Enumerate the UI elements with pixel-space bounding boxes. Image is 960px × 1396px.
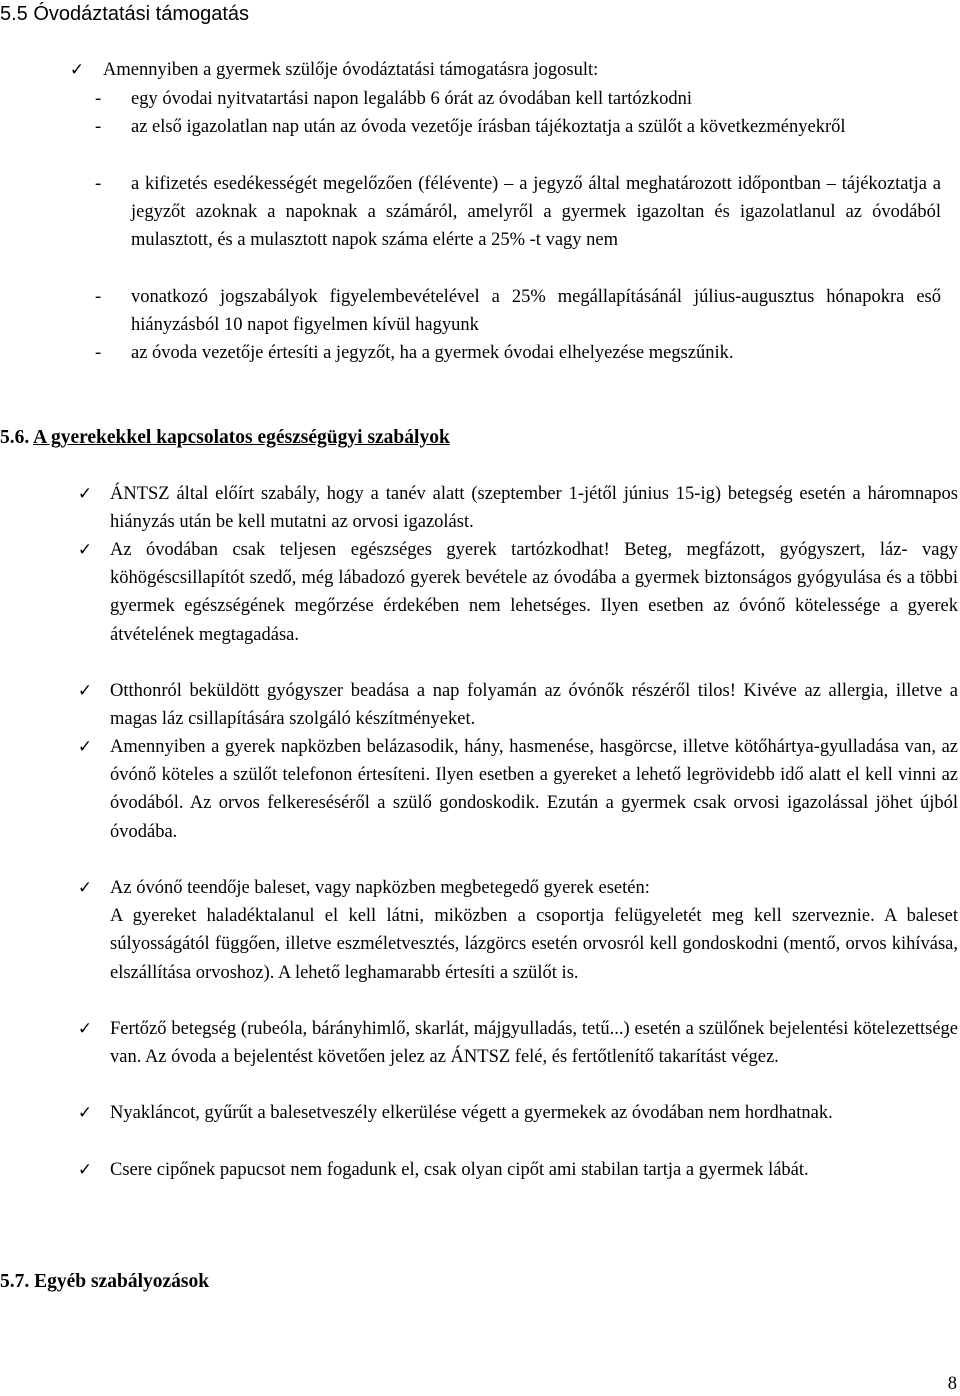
list-item: az első igazolatlan nap után az óvoda vezetője írásban tájékoztatja a szülőt a következményekről bbox=[131, 117, 846, 137]
rule-text: ÁNTSZ által előírt szabály, hogy a tanév alatt (szeptember 1-jétől június 15-ig) betegség esetén a háromnapos hiányzás után be kell mutatni az orvosi igazolást. bbox=[110, 484, 958, 533]
rule-text: Fertőző betegség (rubeóla, bárányhimlő, skarlát, májgyulladás, tetű...) esetén a szülőnek bejelentési kötelezettsége van. Az óvoda a bejelentést követően jelez az ÁNTSZ felé, és fertőtlenítő takarítást végez. bbox=[110, 1019, 958, 1068]
section-5-7-heading: 5.7. Egyéb szabályozások bbox=[0, 1271, 210, 1292]
rule-text: Az óvodában csak teljesen egészséges gyerek tartózkodhat! Beteg, megfázott, gyógyszert, láz- vagy köhögéscsillapítót szedő, még lábadozó gyerek bevétele az óvodába a gyermek biztonságos gyógyulása és a többi gyermek egészségének megőrzése érdekében nem lehetséges. Ilyen esetben az óvónő kötelessége a gyerek átvételének megtagadása. bbox=[110, 540, 958, 645]
dash-bullet: - bbox=[95, 89, 102, 109]
rule-item bbox=[110, 733, 958, 846]
checkmark-icon: ✓ bbox=[69, 60, 85, 80]
checkmark-icon: ✓ bbox=[77, 878, 93, 898]
checkmark-icon: ✓ bbox=[77, 681, 93, 701]
checkmark-icon: ✓ bbox=[77, 1019, 93, 1039]
dash-bullet: - bbox=[95, 174, 102, 194]
rule-item bbox=[110, 1015, 958, 1071]
rule-text: A gyereket haladéktalanul el kell látni, miközben a csoportja felügyeletét meg kell szerveznie. A baleset súlyosságától függően, illetve eszméletvesztés, lázgörcs esetén orvosról kell gondoskodni (mentő, orvos kihívása, elszállítása orvoshoz). A lehető leghamarabb értesíti a szülőt is. bbox=[110, 906, 958, 983]
rule-text: Nyakláncot, gyűrűt a balesetveszély elkerülése végett a gyermekek az óvodában nem hordhatnak. bbox=[110, 1103, 833, 1123]
rule-item bbox=[110, 677, 958, 733]
list-item: vonatkozó jogszabályok figyelembevételével a 25% megállapításánál július-augusztus hónapokra eső hiányzásból 10 napot figyelmen kívül hagyunk bbox=[131, 287, 941, 336]
rule-item bbox=[110, 536, 958, 649]
list-item: a kifizetés esedékességét megelőzően (félévente) – a jegyző által meghatározott időpontban – tájékoztatja a jegyzőt azoknak a napoknak a számáról, amelyről a gyermek igazoltan és igazolatlanul az óvodából mulasztott, és a mulasztott napok száma elérte a 25% -t vagy nem bbox=[131, 174, 941, 251]
rule-text: Otthonról beküldött gyógyszer beadása a nap folyamán az óvónők részéről tilos! Kivéve az allergia, illetve a magas láz csillapítására szolgáló készítményeket. bbox=[110, 681, 958, 730]
rule-text: Amennyiben a gyerek napközben belázasodik, hány, hasmenése, hasgörcse, illetve kötőhártya-gyulladása van, az óvónő köteles a szülőt telefonon értesíteni. Ilyen esetben a gyereket a lehető legrövidebb idő alatt el kell vinni az óvodából. Az orvos felkereséséről a szülő gondoskodik. Ezután a gyermek csak orvosi igazolással jöhet újból óvodába. bbox=[110, 737, 958, 842]
dash-bullet: - bbox=[95, 287, 102, 307]
page-number: 8 bbox=[947, 1374, 957, 1394]
list-item: egy óvodai nyitvatartási napon legalább 6 órát az óvodában kell tartózkodni bbox=[131, 89, 692, 109]
checkmark-icon: ✓ bbox=[77, 484, 93, 504]
rule-item bbox=[110, 1099, 958, 1127]
section-5-5-intro: Amennyiben a gyermek szülője óvodáztatási támogatásra jogosult: bbox=[103, 60, 599, 80]
list-item: az óvoda vezetője értesíti a jegyzőt, ha a gyermek óvodai elhelyezése megszűnik. bbox=[131, 343, 734, 363]
checkmark-icon: ✓ bbox=[77, 540, 93, 560]
rule-text: Az óvónő teendője baleset, vagy napközben megbetegedő gyerek esetén: bbox=[110, 878, 650, 898]
dash-bullet: - bbox=[95, 117, 102, 137]
section-number: 5.6. bbox=[0, 427, 30, 448]
section-title: A gyerekekkel kapcsolatos egészségügyi szabályok bbox=[33, 427, 450, 448]
checkmark-icon: ✓ bbox=[77, 737, 93, 757]
rule-item bbox=[110, 480, 958, 536]
checkmark-icon: ✓ bbox=[77, 1160, 93, 1180]
checkmark-icon: ✓ bbox=[77, 1103, 93, 1123]
rule-item bbox=[110, 874, 958, 987]
dash-bullet: - bbox=[95, 343, 102, 363]
section-5-5-heading: 5.5 Óvodáztatási támogatás bbox=[0, 3, 250, 25]
rule-text: Csere cipőnek papucsot nem fogadunk el, csak olyan cipőt ami stabilan tartja a gyermek lábát. bbox=[110, 1160, 809, 1180]
section-5-6-heading bbox=[0, 424, 450, 452]
rule-item bbox=[110, 1156, 958, 1184]
